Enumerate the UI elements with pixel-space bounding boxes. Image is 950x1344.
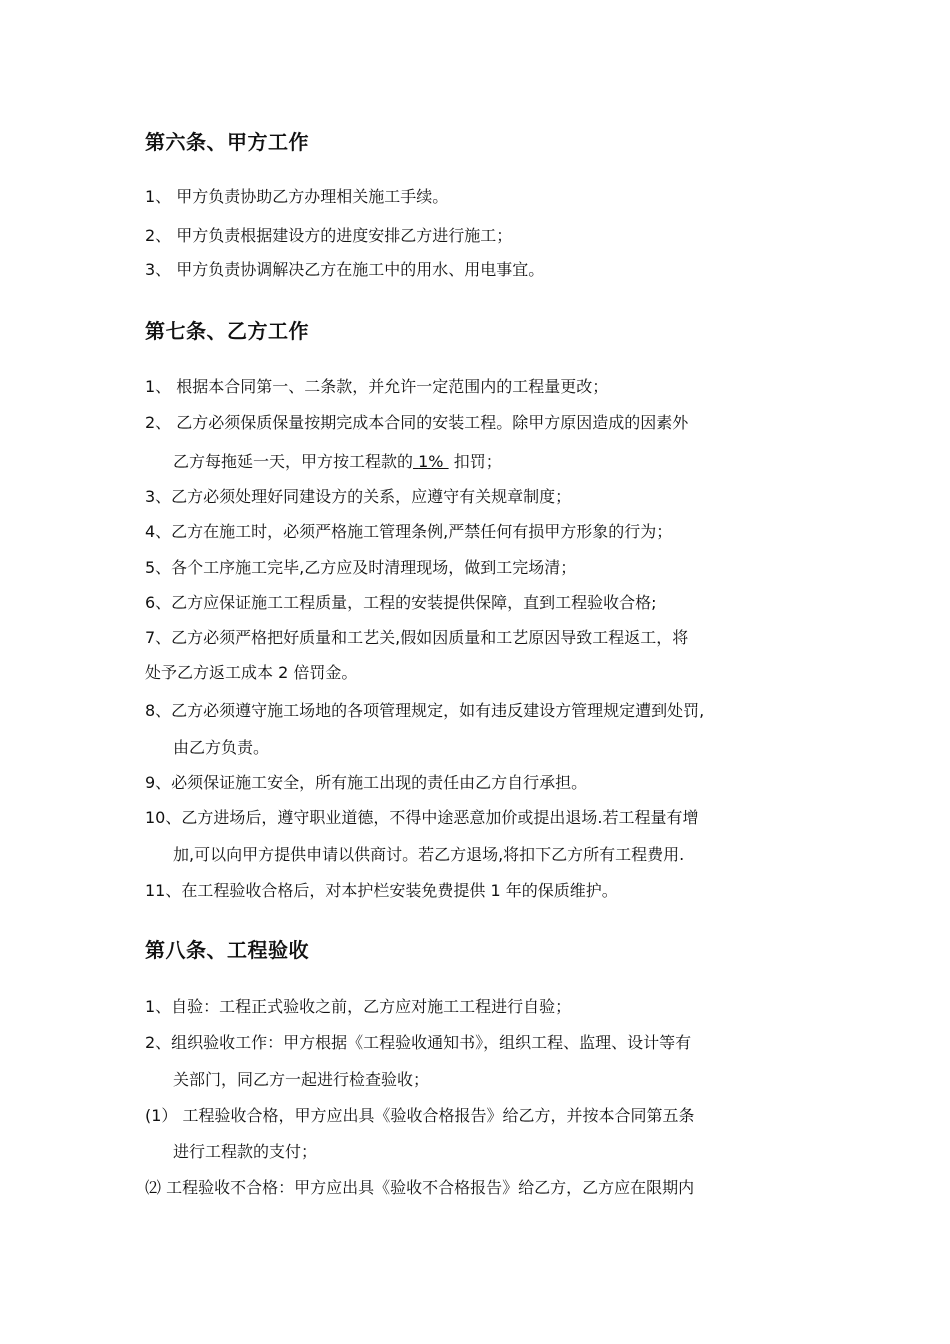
- clause-7-5: 5、各个工序施工完毕,乙方应及时清理现场，做到工完场清；: [145, 558, 577, 577]
- clause-7-3: 3、乙方必须处理好同建设方的关系，应遵守有关规章制度；: [145, 487, 572, 506]
- clause-7-8-cont: 由乙方负责。: [173, 738, 270, 757]
- clause-7-10: 10、乙方进场后，遵守职业道德，不得中途恶意加价或提出退场.若工程量有增: [145, 808, 699, 827]
- penalty-rate: 1%: [418, 452, 444, 471]
- clause-7-2: 2、 乙方必须保质保量按期完成本合同的安装工程。除甲方原因造成的因素外: [145, 413, 689, 432]
- clause-7-7: 7、乙方必须严格把好质量和工艺关,假如因质量和工艺原因导致工程返工，将: [145, 628, 689, 647]
- clause-7-1: 1、 根据本合同第一、二条款，并允许一定范围内的工程量更改；: [145, 377, 609, 396]
- clause-7-10-cont: 加,可以向甲方提供申请以供商讨。若乙方退场,将扣下乙方所有工程费用.: [173, 845, 685, 864]
- clause-7-4: 4、乙方在施工时，必须严格施工管理条例,严禁任何有损甲方形象的行为；: [145, 522, 673, 541]
- clause-7-11: 11、在工程验收合格后，对本护栏安装免费提供 1 年的保质维护。: [145, 881, 618, 900]
- section-heading-7: 第七条、乙方工作: [145, 319, 309, 343]
- clause-8-1: 1、自验：工程正式验收之前，乙方应对施工工程进行自验；: [145, 997, 572, 1016]
- clause-7-7-cont: 处予乙方返工成本 2 倍罚金。: [145, 663, 358, 682]
- clause-8-2-1-cont: 进行工程款的支付；: [173, 1142, 318, 1161]
- clause-6-1: 1、 甲方负责协助乙方办理相关施工手续。: [145, 187, 449, 206]
- clause-7-6: 6、乙方应保证施工工程质量，工程的安装提供保障，直到工程验收合格;: [145, 593, 657, 612]
- clause-8-2: 2、组织验收工作：甲方根据《工程验收通知书》，组织工程、监理、设计等有: [145, 1033, 692, 1052]
- clause-7-2-cont: [173, 451, 502, 473]
- clause-8-2-1: (1） 工程验收合格，甲方应出具《验收合格报告》给乙方，并按本合同第五条: [145, 1106, 695, 1125]
- clause-8-2-cont: 关部门，同乙方一起进行检查验收；: [173, 1070, 430, 1089]
- clause-7-9: 9、必须保证施工安全，所有施工出现的责任由乙方自行承担。: [145, 773, 588, 792]
- clause-7-8: 8、乙方必须遵守施工场地的各项管理规定，如有违反建设方管理规定遭到处罚,: [145, 701, 705, 720]
- clause-8-2-2: ⑵ 工程验收不合格：甲方应出具《验收不合格报告》给乙方，乙方应在限期内: [145, 1178, 695, 1197]
- clause-6-3: 3、 甲方负责协调解决乙方在施工中的用水、用电事宜。: [145, 260, 545, 279]
- section-heading-6: 第六条、甲方工作: [145, 130, 309, 154]
- clause-7-2-suffix: 扣罚；: [453, 452, 502, 471]
- clause-6-2: 2、 甲方负责根据建设方的进度安排乙方进行施工；: [145, 226, 513, 245]
- clause-7-2-text: 乙方每拖延一天，甲方按工程款的: [173, 452, 414, 471]
- section-heading-8: 第八条、工程验收: [145, 938, 309, 962]
